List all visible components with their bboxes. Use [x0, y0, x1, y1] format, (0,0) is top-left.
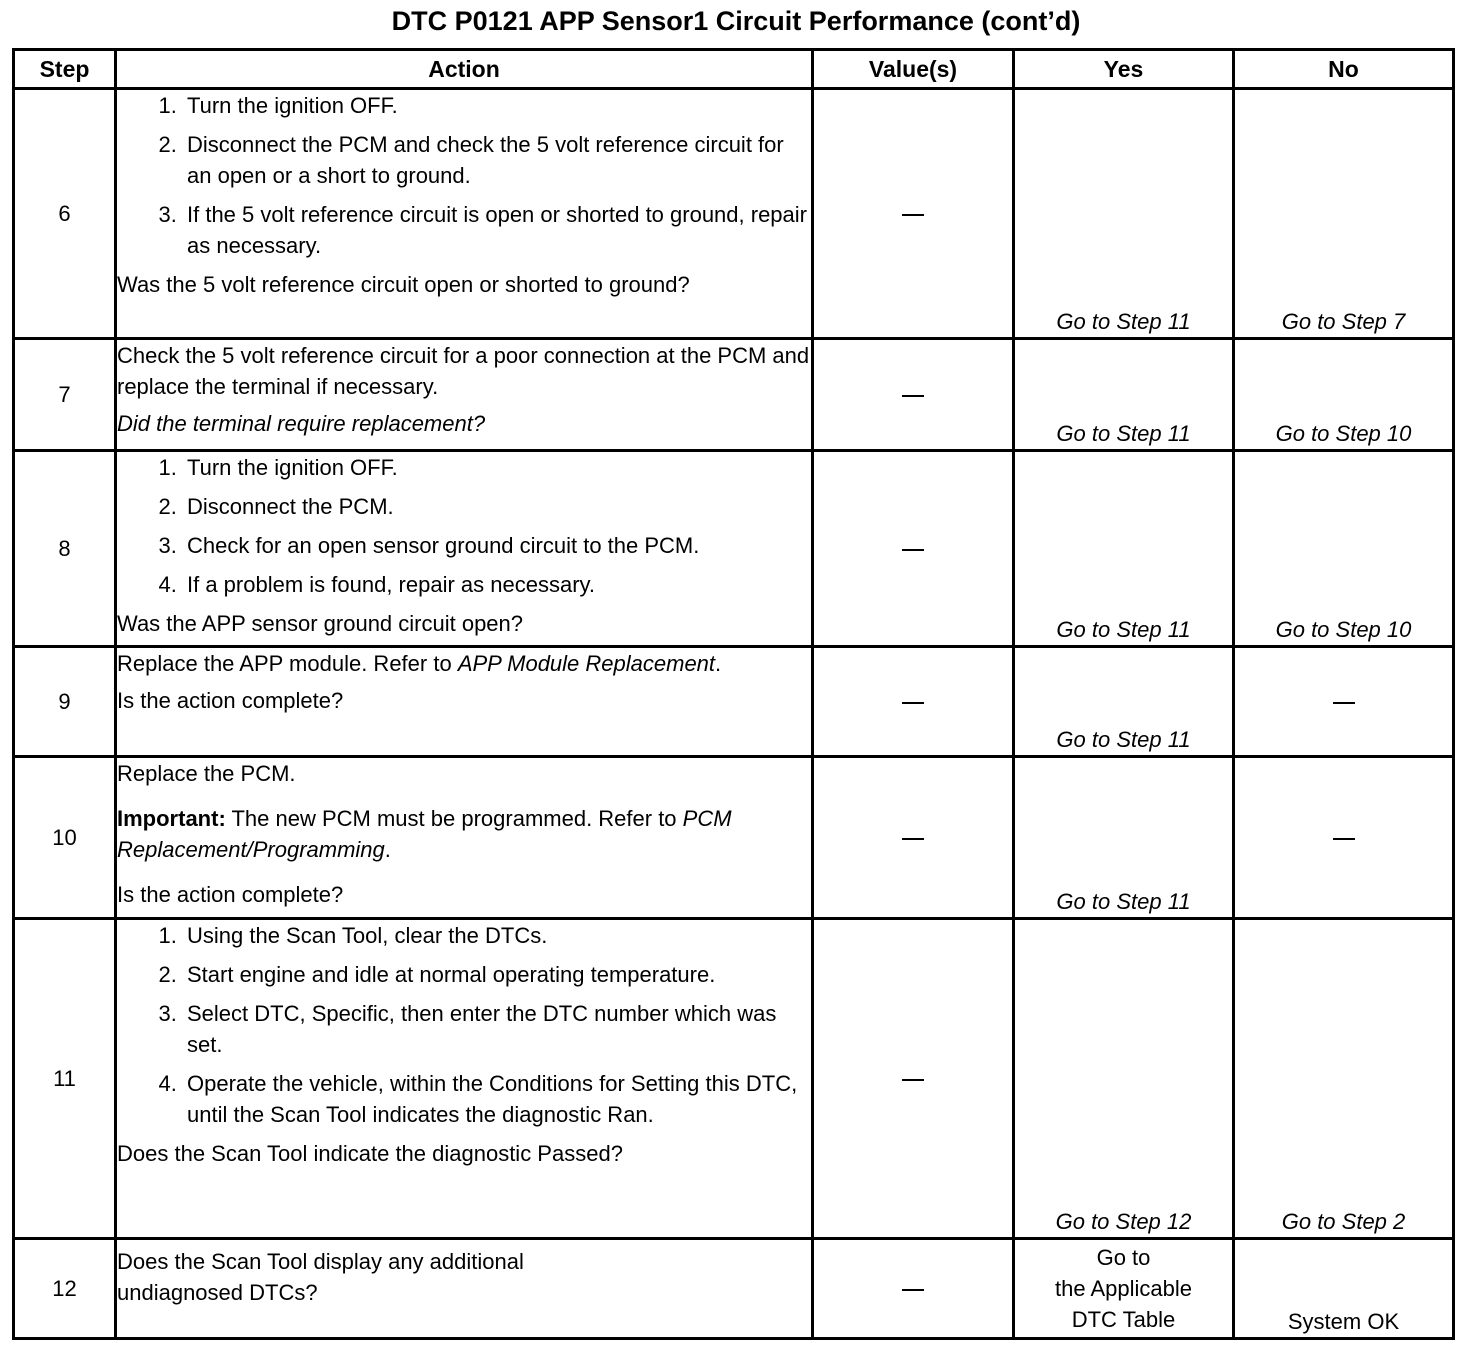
question-text: Was the 5 volt reference circuit open or shorted to ground? [117, 272, 690, 297]
action-text: Replace the PCM. [117, 761, 296, 786]
action-cell [116, 647, 813, 757]
list-item: 2. Disconnect the PCM and check the 5 volt reference circuit for an open or a short to ground. [183, 129, 811, 191]
yes-cell: Go to Step 11 [1014, 89, 1234, 339]
dash-mark [1333, 702, 1355, 704]
step-number: 9 [14, 647, 116, 757]
dash-mark [902, 702, 924, 704]
header-values: Value(s) [813, 50, 1014, 89]
action-cell [116, 89, 813, 339]
important-label: Important: [117, 806, 226, 831]
action-text: Check the 5 volt reference circuit for a poor connection at the PCM and replace the terminal if necessary. [117, 343, 810, 399]
no-cell: Go to Step 10 [1234, 339, 1454, 451]
header-row [14, 50, 1454, 89]
action-text-main: Replace the APP module. Refer to [117, 651, 452, 676]
question-text: Does the Scan Tool indicate the diagnostic Passed? [117, 1141, 623, 1166]
dash-mark [902, 1289, 924, 1291]
diagnostic-table [12, 48, 1455, 1340]
header-step: Step [14, 50, 116, 89]
list-item: 4. If a problem is found, repair as necessary. [183, 569, 811, 600]
value-cell [813, 451, 1014, 647]
table-row [14, 1239, 1454, 1339]
value-cell [813, 919, 1014, 1239]
step-number: 8 [14, 451, 116, 647]
action-cell [116, 1239, 813, 1339]
reference-link[interactable]: APP Module Replacement [457, 651, 716, 676]
table-row [14, 757, 1454, 919]
question-text: Is the action complete? [117, 882, 344, 907]
list-item: 1. Turn the ignition OFF. [183, 90, 811, 121]
important-text: The new PCM must be programmed. Refer to [231, 806, 677, 831]
yes-cell: Go to Step 11 [1014, 451, 1234, 647]
list-item: 3. Select DTC, Specific, then enter the DTC number which was set. [183, 998, 811, 1060]
step-number: 11 [14, 919, 116, 1239]
header-action: Action [116, 50, 813, 89]
header-no: No [1234, 50, 1454, 89]
table-row [14, 919, 1454, 1239]
list-item: 1. Using the Scan Tool, clear the DTCs. [183, 920, 811, 951]
table-row [14, 339, 1454, 451]
dash-mark [902, 395, 924, 397]
value-cell [813, 339, 1014, 451]
no-cell: System OK [1234, 1239, 1454, 1339]
dash-mark [902, 838, 924, 840]
table-row [14, 89, 1454, 339]
no-cell: Go to Step 2 [1234, 919, 1454, 1239]
yes-cell [1014, 1239, 1234, 1339]
action-text: Replace the APP module. Refer to APP Module Replacement. [117, 651, 722, 676]
action-list [117, 920, 811, 1130]
no-cell: Go to Step 7 [1234, 89, 1454, 339]
list-item: 4. Operate the vehicle, within the Conditions for Setting this DTC, until the Scan Tool indicates the diagnostic Ran. [183, 1068, 811, 1130]
action-cell [116, 919, 813, 1239]
dash-mark [902, 214, 924, 216]
no-cell [1234, 647, 1454, 757]
step-number: 7 [14, 339, 116, 451]
value-cell [813, 89, 1014, 339]
step-number: 10 [14, 757, 116, 919]
no-cell: Go to Step 10 [1234, 451, 1454, 647]
no-cell [1234, 757, 1454, 919]
header-yes: Yes [1014, 50, 1234, 89]
step-number: 6 [14, 89, 116, 339]
dash-mark [1333, 838, 1355, 840]
question-text: Is the action complete? [117, 688, 344, 713]
yes-cell: Go to Step 12 [1014, 919, 1234, 1239]
yes-line: the Applicable [1055, 1276, 1192, 1301]
yes-line: Go to [1096, 1245, 1151, 1270]
list-item: 1. Turn the ignition OFF. [183, 452, 811, 483]
important-note: Important: The new PCM must be programmed. Refer to PCM Replacement/Programming. [117, 806, 732, 862]
list-item: 2. Start engine and idle at normal operating temperature. [183, 959, 811, 990]
question-text: Was the APP sensor ground circuit open? [117, 611, 524, 636]
reference-link[interactable]: PCM Replacement/Programming [117, 806, 732, 862]
value-cell [813, 1239, 1014, 1339]
yes-line: DTC Table [1071, 1307, 1176, 1332]
page-title: DTC P0121 APP Sensor1 Circuit Performance (cont’d) [391, 6, 1081, 36]
list-item: 2. Disconnect the PCM. [183, 491, 811, 522]
question-text: Does the Scan Tool display any additional undiagnosed DTCs? [117, 1249, 524, 1305]
action-cell [116, 339, 813, 451]
action-list [117, 90, 811, 261]
value-cell [813, 647, 1014, 757]
yes-cell: Go to Step 11 [1014, 647, 1234, 757]
dash-mark [902, 549, 924, 551]
yes-cell: Go to Step 11 [1014, 757, 1234, 919]
list-item: 3. Check for an open sensor ground circuit to the PCM. [183, 530, 811, 561]
dash-mark [902, 1079, 924, 1081]
table-row [14, 451, 1454, 647]
step-number: 12 [14, 1239, 116, 1339]
action-cell [116, 757, 813, 919]
list-item: 3. If the 5 volt reference circuit is open or shorted to ground, repair as necessary. [183, 199, 811, 261]
action-cell [116, 451, 813, 647]
yes-cell: Go to Step 11 [1014, 339, 1234, 451]
question-text: Did the terminal require replacement? [117, 411, 486, 436]
table-row [14, 647, 1454, 757]
value-cell [813, 757, 1014, 919]
action-list [117, 452, 811, 600]
